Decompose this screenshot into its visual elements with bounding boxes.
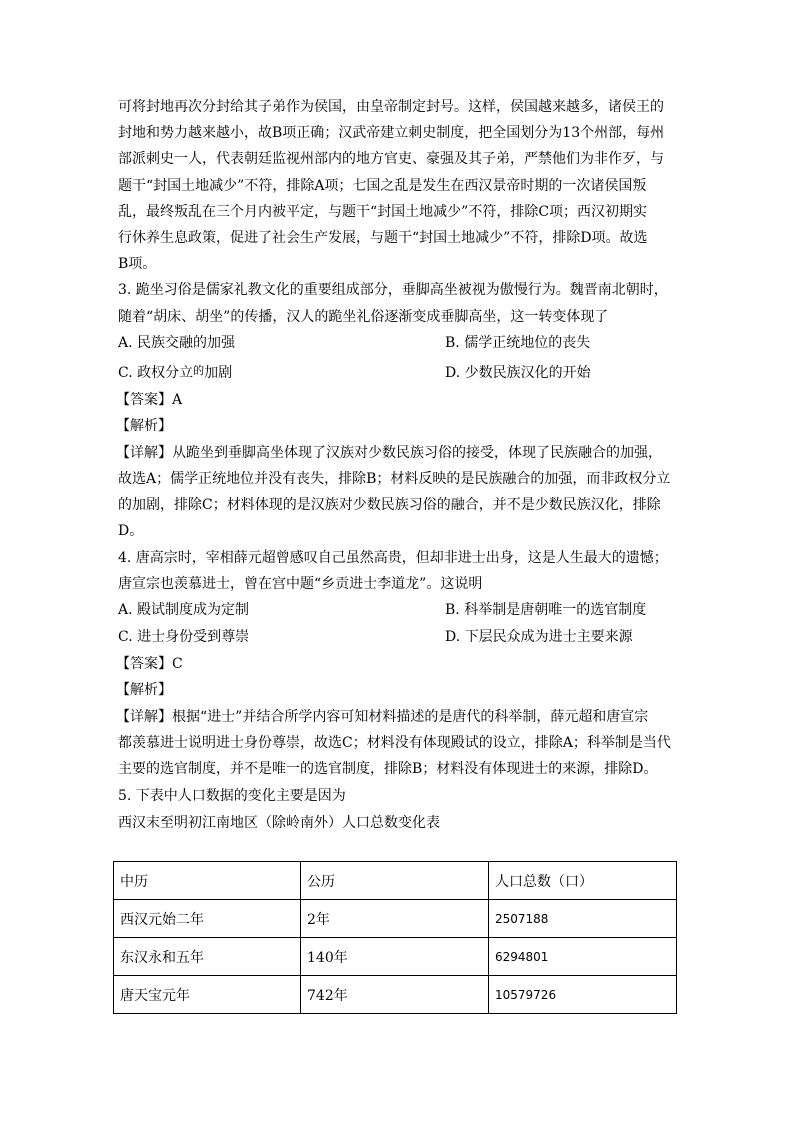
option-a[interactable]: A. 民族交融的加强 xyxy=(118,334,236,351)
detail-line: 主要的选官制度，并不是唯一的选官制度，排除B；材料没有体现进士的来源，排除D。 xyxy=(118,761,658,778)
question-4 xyxy=(118,545,678,783)
question-5 xyxy=(118,783,678,836)
option-c-text: C. 政权分立 xyxy=(118,364,194,381)
option-c[interactable]: C. 进士身份受到尊崇 xyxy=(118,629,250,646)
previous-explanation xyxy=(118,94,678,277)
table-cell: 742年 xyxy=(301,976,489,1014)
option-row xyxy=(118,360,678,387)
table-cell: 2507188 xyxy=(489,900,677,938)
analysis-label: 【解析】 xyxy=(116,418,172,435)
question-stem: 唐宣宗也羡慕进士，曾在宫中题“乡贡进士李道龙”。这说明 xyxy=(118,575,483,592)
detail-line: 故选A；儒学正统地位并没有丧失，排除B；材料反映的是民族融合的加强，而非政权分立 xyxy=(118,471,671,488)
table-row xyxy=(114,976,677,1014)
option-row xyxy=(118,330,678,357)
detail-line: 【详解】从跪坐到垂脚高坐体现了汉族对少数民族习俗的接受，体现了民族融合的加强， xyxy=(116,444,662,461)
answer-label: 【答案】A xyxy=(116,391,183,408)
table-cell: 10579726 xyxy=(489,976,677,1014)
detail-line: D。 xyxy=(118,523,144,540)
table-header-row xyxy=(114,862,677,900)
document-page xyxy=(118,94,678,836)
text-line: B项。 xyxy=(118,256,157,273)
question-stem: 4. 唐高宗时，宰相薛元超曾感叹自己虽然高贵，但却非进士出身，这是人生最大的遗憾； xyxy=(118,549,668,566)
detail-line: 都羡慕进士说明进士身份尊崇，故选C；材料没有体现殿试的设立，排除A；科举制是当代 xyxy=(118,735,671,752)
option-c-text-end: 加剧 xyxy=(204,364,233,381)
option-d[interactable]: D. 下层民众成为进士主要来源 xyxy=(445,629,633,646)
option-c-sup: 的 xyxy=(193,363,205,377)
text-line: 题干“封国土地减少”不符，排除A项；七国之乱是发生在西汉景帝时期的一次诸侯国叛 xyxy=(118,177,647,194)
text-line: 部派刺史一人，代表朝廷监视州部内的地方官吏、豪强及其子弟，严禁他们为非作歹，与 xyxy=(118,151,664,168)
answer-label: 【答案】C xyxy=(116,656,183,673)
option-b[interactable]: B. 儒学正统地位的丧失 xyxy=(445,334,591,351)
option-c[interactable] xyxy=(118,360,445,387)
text-line: 乱，最终叛乱在三个月内被平定，与题干“封国土地减少”不符，排除C项；西汉初期实 xyxy=(118,203,648,220)
question-stem: 随着“胡床、胡坐”的传播，汉人的跪坐礼俗逐渐变成垂脚高坐，这一转变体现了 xyxy=(118,308,609,325)
header-cell: 人口总数（口） xyxy=(489,862,677,900)
table-row xyxy=(114,900,677,938)
option-b[interactable]: B. 科举制是唐朝唯一的选官制度 xyxy=(445,602,647,619)
detail-line: 的加剧，排除C；材料体现的是汉族对少数民族习俗的融合，并不是少数民族汉化，排除 xyxy=(118,497,661,514)
question-stem: 5. 下表中人口数据的变化主要是因为 xyxy=(118,787,346,804)
table-row xyxy=(114,938,677,976)
table-cell: 西汉元始二年 xyxy=(114,900,301,938)
table-caption: 西汉末至明初江南地区（除岭南外）人口总数变化表 xyxy=(118,814,440,831)
text-line: 可将封地再次分封给其子弟作为侯国，由皇帝制定封号。这样，侯国越来越多，诸侯王的 xyxy=(118,99,664,115)
option-d[interactable]: D. 少数民族汉化的开始 xyxy=(445,364,591,381)
text-line: 封地和势力越来越小，故B项正确；汉武帝建立刺史制度，把全国划分为13个州部，每州 xyxy=(118,125,665,142)
table-cell: 2年 xyxy=(301,900,489,938)
option-row xyxy=(118,597,678,624)
question-stem: 3. 跪坐习俗是儒家礼教文化的重要组成部分，垂脚高坐被视为傲慢行为。魏晋南北朝时， xyxy=(118,282,668,299)
option-row xyxy=(118,624,678,651)
table-cell: 140年 xyxy=(301,938,489,976)
table-cell: 东汉永和五年 xyxy=(114,938,301,976)
table-cell: 唐天宝元年 xyxy=(114,976,301,1014)
header-cell: 公历 xyxy=(301,862,489,900)
question-3 xyxy=(118,277,678,544)
header-cell: 中历 xyxy=(114,862,301,900)
text-line: 行休养生息政策，促进了社会生产发展，与题干“封国土地减少”不符，排除D项。故选 xyxy=(118,230,648,247)
table-cell: 6294801 xyxy=(489,938,677,976)
detail-line: 【详解】根据“进士”并结合所学内容可知材料描述的是唐代的科举制，薛元超和唐宣宗 xyxy=(116,708,649,725)
analysis-label: 【解析】 xyxy=(116,682,172,699)
population-table xyxy=(113,861,677,1014)
option-a[interactable]: A. 殿试制度成为定制 xyxy=(118,602,250,619)
